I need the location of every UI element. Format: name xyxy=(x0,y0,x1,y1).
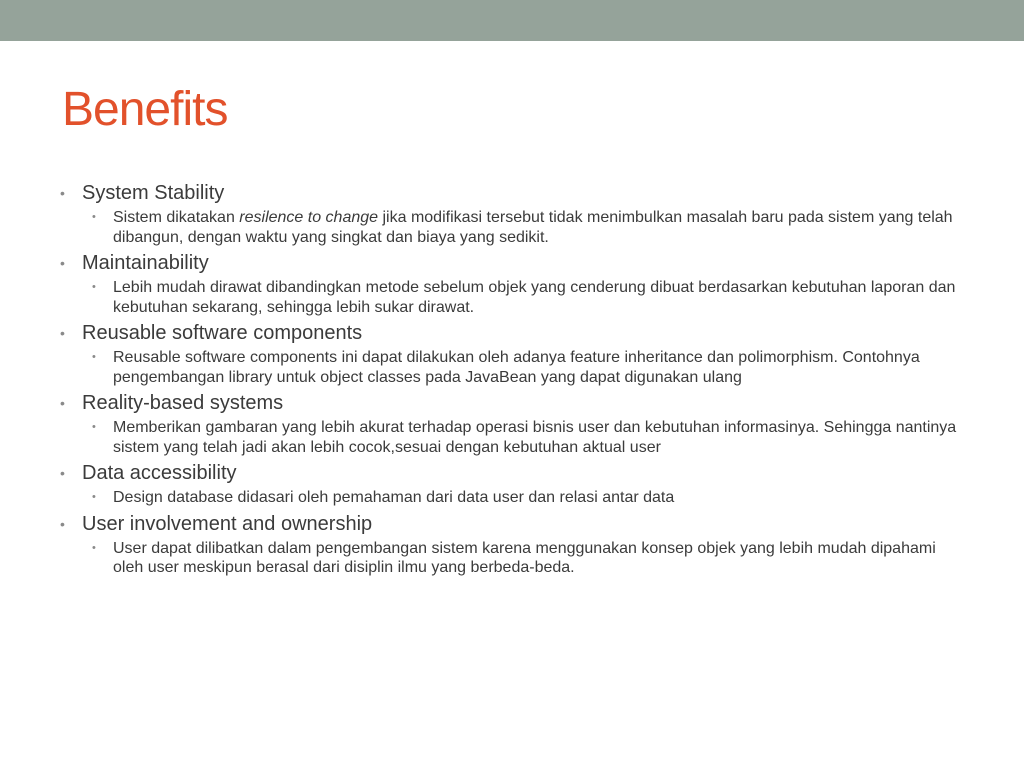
bullet-heading: User involvement and ownership xyxy=(82,512,373,535)
sub-bullet-item xyxy=(60,539,970,578)
bullet-item xyxy=(60,251,970,275)
bullet-item xyxy=(60,461,970,485)
sub-bullet-item xyxy=(60,278,970,317)
sub-bullet-icon: • xyxy=(92,351,96,363)
sub-bullet-text: Design database didasari oleh pemahaman dari data user dan relasi antar data xyxy=(113,489,675,506)
bullet-heading: Maintainability xyxy=(82,252,209,274)
sub-bullet-item xyxy=(60,418,970,457)
sub-bullet-icon: • xyxy=(92,491,96,503)
bullet-icon: • xyxy=(60,325,65,341)
bullet-item xyxy=(60,321,970,345)
sub-bullet-icon: • xyxy=(92,421,96,433)
bullet-list xyxy=(60,181,970,580)
bullet-heading: Reusable software components xyxy=(82,322,363,344)
bullet-icon: • xyxy=(60,465,65,481)
slide-title: Benefits xyxy=(62,83,228,136)
bullet-item xyxy=(60,391,970,415)
bullet-icon: • xyxy=(60,515,65,532)
sub-bullet-text: Memberikan gambaran yang lebih akurat terhadap operasi bisnis user dan kebutuhan informasinya. Sehingga nantinya sistem yang telah jadi akan lebih cocok,sesuai dengan kebutuhan aktual user xyxy=(113,419,957,456)
bullet-heading: Reality-based systems xyxy=(82,392,284,414)
bullet-item xyxy=(60,512,970,536)
top-color-band xyxy=(0,0,1024,41)
bullet-item xyxy=(60,181,970,205)
sub-bullet-text xyxy=(113,209,953,246)
bullet-icon: • xyxy=(60,395,65,411)
emphasis-text: resilence to change xyxy=(239,209,379,226)
bullet-heading: Data accessibility xyxy=(82,462,237,484)
sub-bullet-text: User dapat dilibatkan dalam pengembangan sistem karena menggunakan konsep objek yang lebih mudah dipahami oleh user meskipun berasal dari disiplin ilmu yang berbeda-beda. xyxy=(113,539,936,576)
sub-bullet-item xyxy=(60,348,970,387)
bullet-heading: System Stability xyxy=(82,182,225,204)
bullet-icon: • xyxy=(60,185,65,201)
sub-bullet-icon: • xyxy=(92,541,96,554)
sub-bullet-item xyxy=(60,208,970,247)
bullet-icon: • xyxy=(60,255,65,271)
sub-bullet-icon: • xyxy=(92,211,96,223)
sub-bullet-icon: • xyxy=(92,281,96,293)
sub-bullet-item xyxy=(60,488,970,508)
sub-bullet-text-start: Sistem dikatakan xyxy=(113,209,240,226)
sub-bullet-text: Reusable software components ini dapat dilakukan oleh adanya feature inheritance dan polimorphism. Contohnya pengembangan library untuk object classes pada JavaBean yang dapat digunakan ulang xyxy=(113,349,920,386)
sub-bullet-text: Lebih mudah dirawat dibandingkan metode sebelum objek yang cenderung dibuat berdasarkan kebutuhan laporan dan kebutuhan sekarang, sehingga lebih sukar dirawat. xyxy=(113,279,956,316)
sub-bullet-text-end: jika modifikasi tersebut tidak menimbulkan masalah baru pada sistem yang telah dibangun, dengan waktu yang singkat dan biaya yang sedikit. xyxy=(113,209,953,246)
